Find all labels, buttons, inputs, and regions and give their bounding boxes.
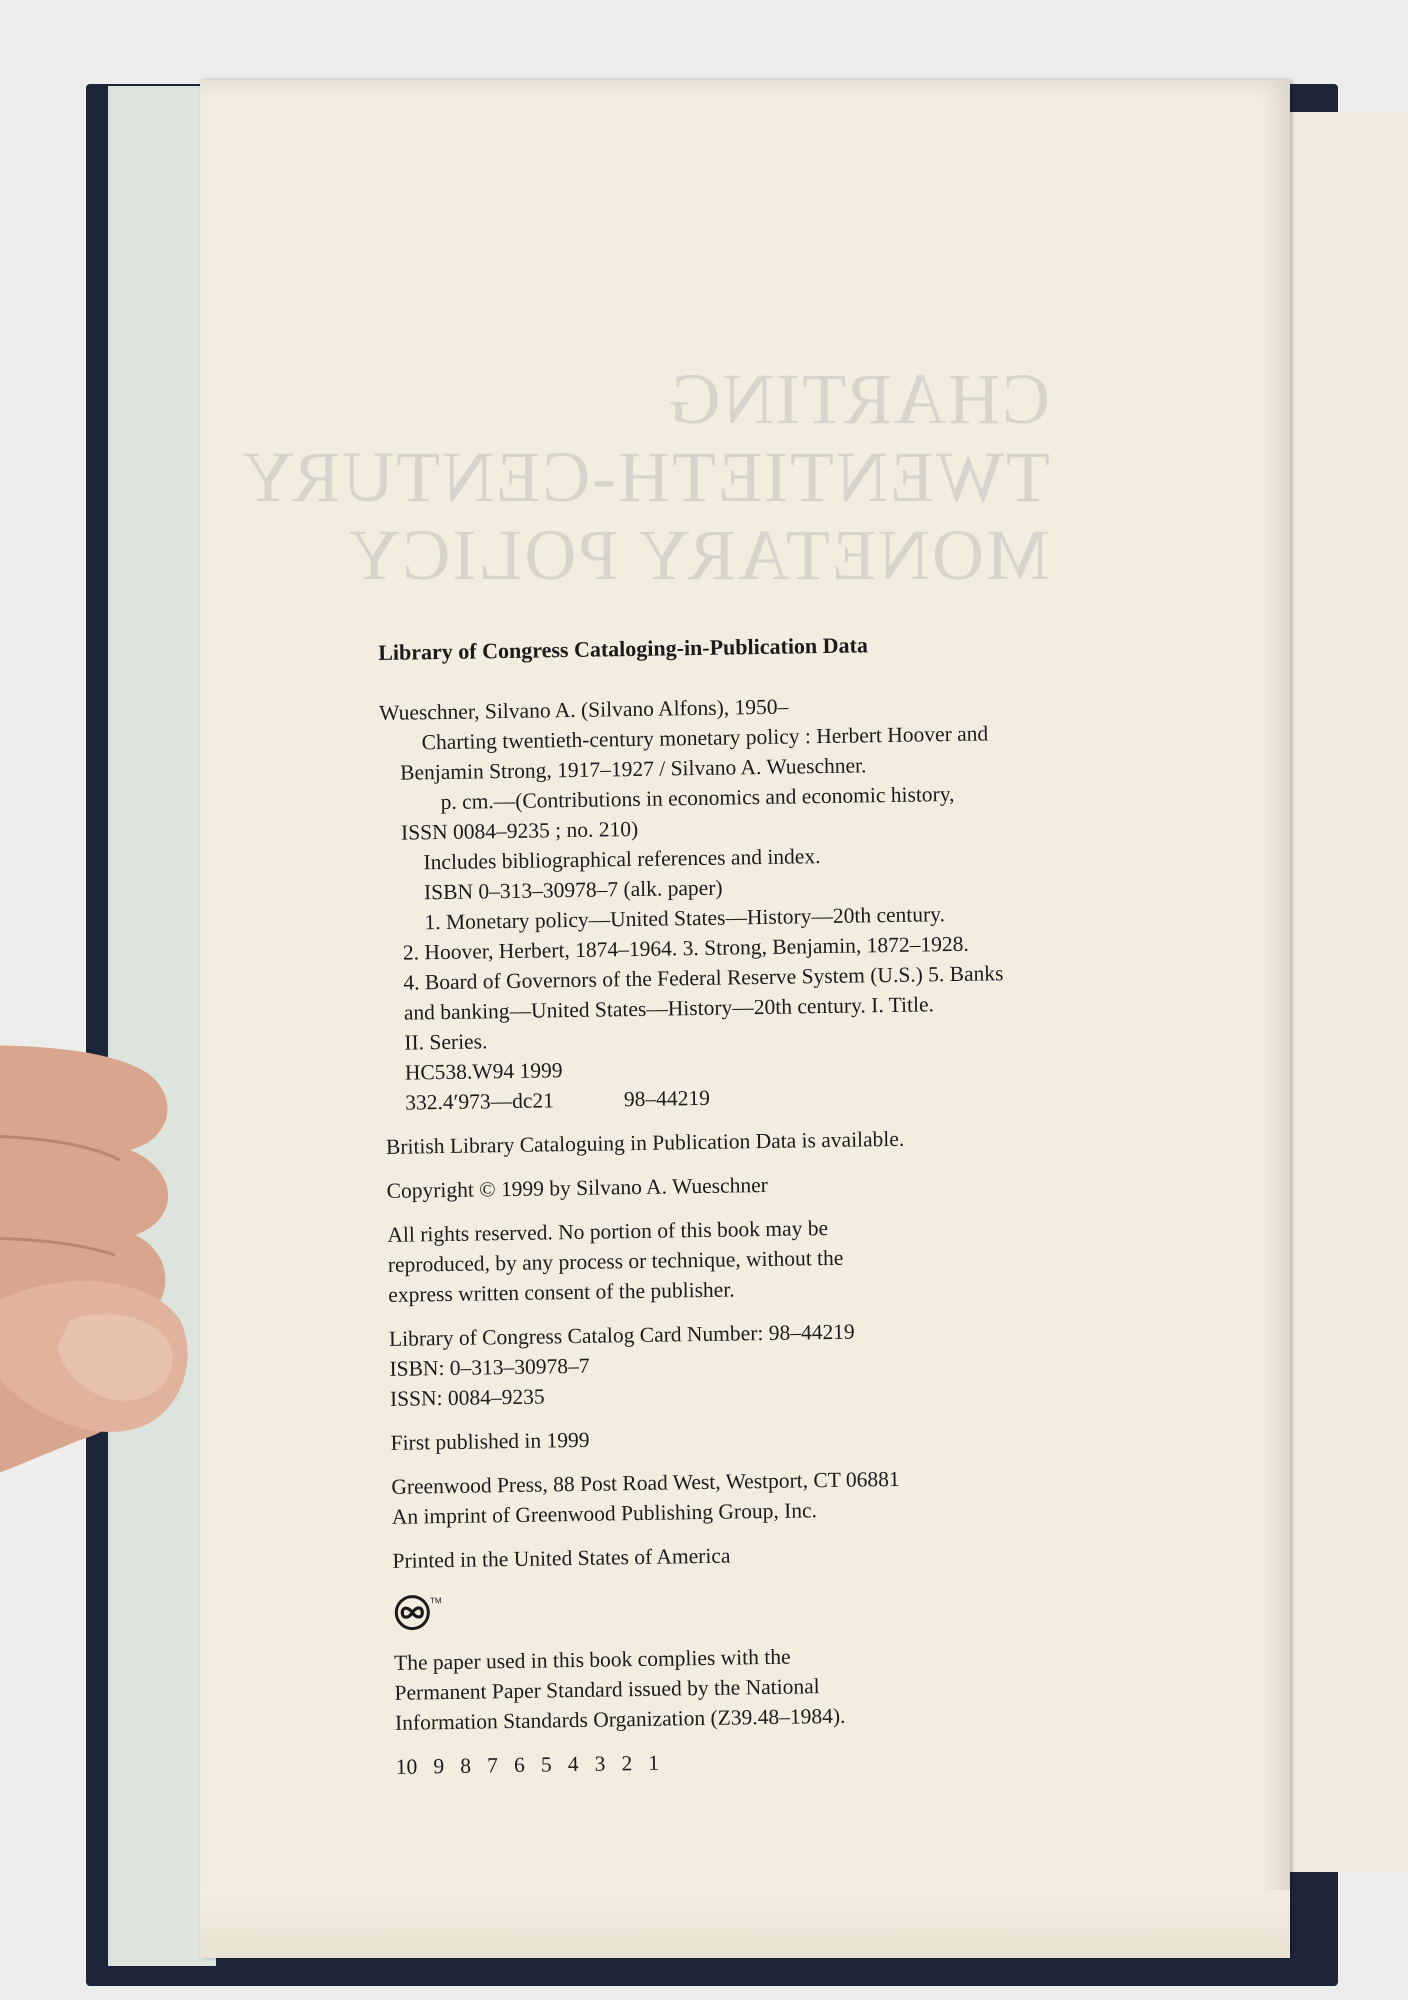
cip-title-line: Charting twentieth-century monetary policy : Herbert Hoover and — [421, 721, 989, 755]
issn-line: ISSN: 0084–9235 — [389, 1384, 545, 1411]
publisher-line: An imprint of Greenwood Publishing Group, Inc. — [391, 1498, 818, 1529]
cip-series-line: ISSN 0084–9235 ; no. 210) — [400, 816, 639, 845]
rights-line: All rights reserved. No portion of this book may be — [387, 1216, 829, 1247]
permanent-paper-infinity-icon — [393, 1591, 446, 1632]
cip-includes: Includes bibliographical references and index. — [423, 844, 821, 875]
cip-subject-line: 4. Board of Governors of the Federal Reserve System (U.S.) 5. Banks — [403, 961, 1004, 995]
permanent-paper-symbol — [393, 1580, 1154, 1634]
cip-heading: Library of Congress Cataloging-in-Publication Data — [378, 632, 869, 665]
cip-subject-line: II. Series. — [404, 1029, 488, 1055]
isbn-line: ISBN: 0–313–30978–7 — [389, 1353, 590, 1381]
rights-line: reproduced, by any process or technique, without the — [387, 1245, 844, 1277]
paper-note-line: The paper used in this book complies with the — [393, 1644, 791, 1675]
cip-isbn: ISBN 0–313–30978–7 (alk. paper) — [423, 875, 723, 905]
printing-line: 10 9 8 7 6 5 4 3 2 1 — [395, 1750, 660, 1779]
rights-line: express written consent of the publisher. — [388, 1277, 735, 1307]
cip-lccn: 98–44219 — [623, 1085, 711, 1112]
paper-note-line: Information Standards Organization (Z39.48–1984). — [394, 1703, 846, 1735]
trademark-mark: TM — [430, 1596, 442, 1606]
cip-subject-line: 2. Hoover, Herbert, 1874–1964. 3. Strong, Benjamin, 1872–1928. — [402, 931, 969, 965]
cip-dewey: 332.4′973—dc21 — [405, 1088, 555, 1115]
page-bottom-edge — [200, 1890, 1290, 1958]
cip-author: Wueschner, Silvano A. (Silvano Alfons), 1950– — [378, 694, 789, 725]
cip-series-line: p. cm.—(Contributions in economics and economic history, — [440, 781, 955, 815]
printed-in: Printed in the United States of America — [392, 1543, 731, 1573]
first-published: First published in 1999 — [390, 1427, 590, 1455]
cip-call-number: HC538.W94 1999 — [404, 1058, 563, 1085]
publisher-line: Greenwood Press, 88 Post Road West, Westport, CT 06881 — [391, 1466, 900, 1499]
lccn-line: Library of Congress Catalog Card Number: 98–44219 — [388, 1319, 855, 1351]
cip-title-line: Benjamin Strong, 1917–1927 / Silvano A. Wueschner. — [399, 753, 867, 785]
cip-subject-line: 1. Monetary policy—United States—History—20th century. — [424, 902, 946, 935]
show-through-ghost-title: CHARTING TWENTIETH-CENTURY MONETARY POLICY — [240, 359, 1050, 595]
british-library-note: British Library Cataloguing in Publication Data is available. — [385, 1126, 905, 1159]
cip-subject-line: and banking—United States—History—20th century. I. Title. — [403, 992, 935, 1025]
copyright-page-text — [378, 626, 1156, 1782]
copyright-line: Copyright © 1999 by Silvano A. Wueschner — [386, 1172, 768, 1203]
holding-hand — [0, 1020, 300, 1580]
paper-note-line: Permanent Paper Standard issued by the National — [394, 1674, 820, 1705]
